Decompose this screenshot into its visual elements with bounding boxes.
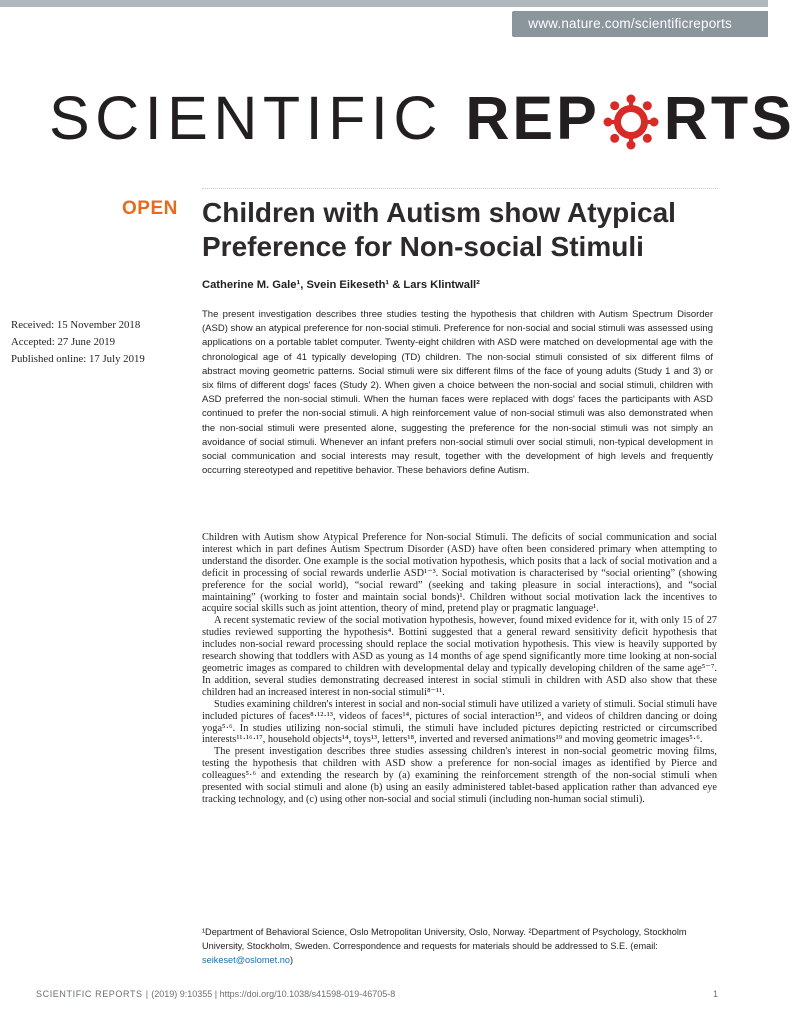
journal-url[interactable]: www.nature.com/scientificreports [512, 11, 768, 37]
masthead-rts: RTS [663, 84, 795, 152]
top-bar [0, 0, 768, 49]
footer-citation[interactable]: (2019) 9:10355 | https://doi.org/10.1038/s41598-019-46705-8 [151, 989, 396, 999]
footer-brand: SCIENTIFIC REPORTS | [36, 989, 149, 999]
received-date: Received: 15 November 2018 [11, 319, 141, 331]
gear-icon [602, 90, 660, 148]
body-paragraph: Studies examining children's interest in social and non-social stimuli have utilized a variety of stimuli. Social stimuli have included pictures of faces⁸·¹²·¹³, videos of faces¹⁴, pictures of social interaction¹⁵, and videos of children dancing or doing yoga⁵·⁶. In studies utilizing non-social stimuli, the stimuli have included pictures depicting restricted or circumscribed interests¹¹·¹⁶·¹⁷, household objects¹⁴, toys¹³, letters¹⁸, inverted and reversed animations¹⁹ and moving geometric images⁵·⁶. [202, 698, 717, 746]
affiliations [202, 925, 717, 967]
page-number: 1 [712, 989, 718, 999]
body-paragraph: Children with Autism show Atypical Preference for Non-social Stimuli. The deficits of social communication and social interest which in part defines Autism Spectrum Disorder (ASD) have often been considered primary when attempting to understand the disorder. One example is the social motivation hypothesis, which posits that a lack of social motivation and a deficit in processing of social rewards underlie ASD¹⁻³. Social motivation is characterised by “social orienting” (showing preference for the social world), “social reward” (seeking and taking pleasure in social interactions), and “social maintaining” (working to foster and maintain social bonds)¹. Children without social motivation lack the incentives to acquire social skills such as joint attention, theory of mind, pretend play or pragmatic language¹. [202, 532, 717, 615]
page-footer [36, 989, 718, 999]
affiliations-close: ) [289, 955, 294, 965]
journal-masthead [49, 78, 795, 158]
masthead-scientific: SCIENTIFIC [49, 84, 443, 152]
body-paragraph: The present investigation describes three studies assessing children's interest in non-social geometric moving films, testing the hypothesis that children with ASD show a preference for non-social images as identified by Pierce and colleagues⁵·⁶ and extending the research by (a) examining the reinforcement strength of the non-social stimuli when presented with social stimuli and alone (b) using an easily administered tablet-based application rather than advanced eye tracking technology, and (c) using other non-social and social stimuli (including non-human social stimuli). [202, 746, 717, 805]
affiliations-text: ¹Department of Behavioral Science, Oslo Metropolitan University, Oslo, Norway. ²Department of Psychology, Stockholm University, Stockholm, Sweden. Correspondence and requests for materials should be addressed to S.E. (email: [202, 927, 687, 951]
correspondence-email-link[interactable]: seikeset@oslomet.no [202, 955, 290, 965]
abstract: The present investigation describes three studies testing the hypothesis that children with Autism Spectrum Disorder (ASD) show an atypical preference for non-social stimuli. Preference for non-social and social stimuli was assessed using applications on a portable tablet computer. Twenty-eight children with ASD were matched on developmental age with the chronological age of 41 typically developing (TD) children. The non-social stimuli consisted of six different films of abstract moving geometric patterns. Social stimuli were six different films of the face of young adults (Study 1 and 3) or six films of different dogs' faces (Study 2). When given a choice between the non-social and social stimuli, children with ASD preferred the non-social stimuli. When the human faces were replaced with dogs' faces the participants with ASD continued to prefer the non-social stimuli. A high reinforcement value of non-social stimuli was also demonstrated when the non-social stimuli were presented alone, suggesting the preference for the non-social stimuli was not simply an avoidance of social stimuli. Whenever an infant prefers non-social stimuli over social stimuli, non-typical development in social communication and social interests may result, together with the development of high levels and frequently occurring stereotyped and repetitive behavior. These behaviors define Autism. [202, 309, 713, 477]
top-band [0, 0, 768, 7]
body-paragraph: A recent systematic review of the social motivation hypothesis, however, found mixed evidence for it, with only 15 of 27 studies reviewed supporting the hypothesis⁴. Bottini suggested that a general reward sensitivity deficit hypothesis that includes non-social reward processing should replace the social motivation hypothesis. This view is heavily supported by research showing that toddlers with ASD as young as 14 months of age spend significantly more time looking at non-social geometric images as compared to children with developmental delay and typically developing children of the same age⁵⁻⁷. In addition, several studies demonstrating decreased interest in social stimuli in children with ASD also show that these children had an increased interest in non-social stimuli⁸⁻¹¹. [202, 615, 717, 698]
article-title: Children with Autism show Atypical Preference for Non-social Stimuli [202, 197, 676, 262]
accepted-date: Accepted: 27 June 2019 [11, 336, 116, 348]
title-divider [202, 188, 718, 189]
masthead-rep: REP [465, 84, 600, 152]
article-dates [11, 317, 181, 368]
open-access-label: OPEN [122, 198, 178, 219]
article-body [202, 532, 717, 806]
article-authors: Catherine M. Gale¹, Svein Eikeseth¹ & Lars Klintwall² [202, 279, 480, 291]
published-date: Published online: 17 July 2019 [11, 353, 145, 365]
